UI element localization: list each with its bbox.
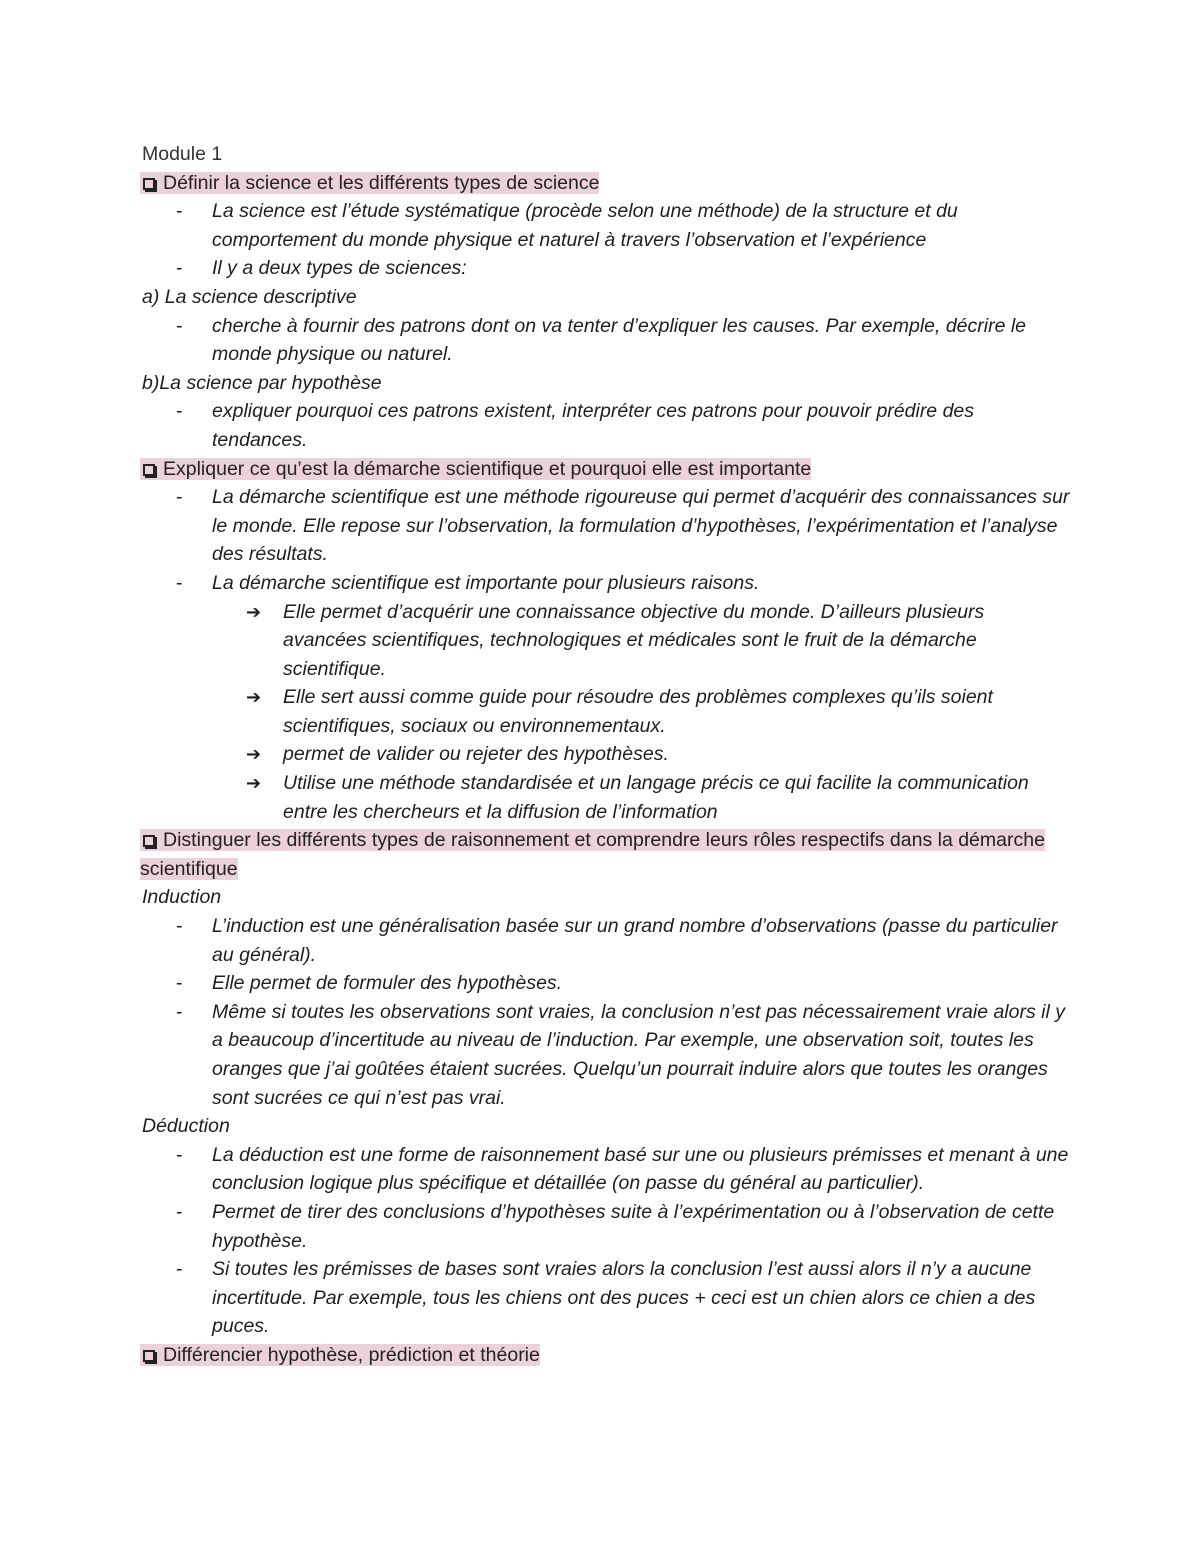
list-item-text: Si toutes les prémisses de bases sont vraies alors la conclusion l’est aussi alors il n’y a aucune incertitude. Par exemple, tous les chiens ont des puces + ceci est un chien alors ce chien a des puces. xyxy=(212,1258,1036,1338)
arrow-item xyxy=(142,598,1070,684)
dash-bullet: - xyxy=(176,1258,183,1281)
list-item xyxy=(142,912,1070,969)
dash-bullet: - xyxy=(176,257,183,280)
arrow-item-text: Elle permet d’acquérir une connaissance objective du monde. D’ailleurs plusieurs avancées scientifiques, technologiques et médicales sont le fruit de la démarche scientifique. xyxy=(283,600,985,680)
dash-bullet: - xyxy=(176,400,183,423)
checkbox-icon xyxy=(143,178,155,190)
list-item-text: La déduction est une forme de raisonnement basé sur une ou plusieurs prémisses et menant à une conclusion logique plus spécifique et détaillée (on passe du général au particulier). xyxy=(212,1143,1069,1195)
dash-bullet: - xyxy=(176,571,183,594)
section-heading xyxy=(140,1341,1070,1370)
dash-bullet: - xyxy=(176,1200,183,1223)
dash-bullet: - xyxy=(176,915,183,938)
list-item-text: La science est l’étude systématique (procède selon une méthode) de la structure et du comportement du monde physique et naturel à travers l’observation et l’expérience xyxy=(212,200,958,251)
sub-label: Déduction xyxy=(142,1115,230,1138)
sub-label: a) La science descriptive xyxy=(142,285,357,308)
section-heading-text: Définir la science et les différents types de science xyxy=(163,171,600,194)
dash-bullet: - xyxy=(176,200,183,223)
list-item xyxy=(142,483,1070,569)
list-item-text: cherche à fournir des patrons dont on va tenter d’expliquer les causes. Par exemple, décrire le monde physique ou naturel. xyxy=(212,314,1027,366)
arrow-item-text: permet de valider ou rejeter des hypothèses. xyxy=(283,743,669,766)
list-item-text: Il y a deux types de sciences: xyxy=(212,257,467,280)
section-heading xyxy=(140,826,1070,883)
list-item-text: La démarche scientifique est une méthode rigoureuse qui permet d’acquérir des connaissances sur le monde. Elle repose sur l’observation, la formulation d’hypothèses, l’expérimentation et l’analyse des résultats. xyxy=(212,486,1070,566)
list-item-text: Permet de tirer des conclusions d’hypothèses suite à l’expérimentation ou à l’observation de cette hypothèse. xyxy=(212,1200,1055,1252)
list-item xyxy=(142,998,1070,1112)
checkbox-icon xyxy=(143,835,155,847)
document-title: Module 1 xyxy=(142,143,223,165)
sub-label: Induction xyxy=(142,886,222,909)
arrow-icon: ➔ xyxy=(246,687,262,708)
dash-bullet: - xyxy=(176,1000,183,1023)
section-heading xyxy=(140,169,1070,198)
arrow-icon: ➔ xyxy=(246,744,262,765)
checkbox-icon xyxy=(143,464,155,476)
arrow-item xyxy=(142,769,1070,826)
list-item xyxy=(142,1141,1070,1198)
dash-bullet: - xyxy=(176,314,183,337)
list-item xyxy=(142,1255,1070,1341)
arrow-icon: ➔ xyxy=(246,773,262,794)
list-item xyxy=(142,312,1070,369)
list-item-text: Elle permet de formuler des hypothèses. xyxy=(212,972,563,995)
arrow-item-text: Elle sert aussi comme guide pour résoudre des problèmes complexes qu’ils soient scientifiques, sociaux ou environnementaux. xyxy=(283,686,993,737)
list-item xyxy=(142,969,1070,998)
arrow-item xyxy=(142,740,1070,769)
dash-bullet: - xyxy=(176,972,183,995)
list-item-text: expliquer pourquoi ces patrons existent, interpréter ces patrons pour pouvoir prédire des tendances. xyxy=(212,400,975,451)
list-item-text: Même si toutes les observations sont vraies, la conclusion n’est pas nécessairement vraie alors il y a beaucoup d’incertitude au niveau de l’induction. Par exemple, une observation soit, toutes les oranges que j’ai goûtées étaient sucrées. Quelqu’un pourrait induire alors que toutes les oranges sont sucrées ce qui n’est pas vrai. xyxy=(212,1000,1065,1109)
list-item-text: La démarche scientifique est importante pour plusieurs raisons. xyxy=(212,571,760,594)
checkbox-icon xyxy=(143,1350,155,1362)
section-heading-text: Expliquer ce qu’est la démarche scientifique et pourquoi elle est importante xyxy=(163,457,812,480)
list-item xyxy=(142,569,1070,598)
arrow-item-text: Utilise une méthode standardisée et un langage précis ce qui facilite la communication entre les chercheurs et la diffusion de l’information xyxy=(283,772,1029,823)
dash-bullet: - xyxy=(176,1143,183,1166)
list-item-text: L’induction est une généralisation basée sur un grand nombre d’observations (passe du particulier au général). xyxy=(212,915,1058,966)
list-item xyxy=(142,397,1070,454)
list-item xyxy=(142,1198,1070,1255)
list-item xyxy=(142,254,1070,283)
arrow-icon: ➔ xyxy=(246,601,262,622)
arrow-item xyxy=(142,683,1070,740)
dash-bullet: - xyxy=(176,486,183,509)
section-heading xyxy=(140,455,1070,484)
section-heading-text: Différencier hypothèse, prédiction et théorie xyxy=(163,1343,540,1366)
list-item xyxy=(142,197,1070,254)
section-heading-text: Distinguer les différents types de raisonnement et comprendre leurs rôles respectifs dans la démarche scientifique xyxy=(140,829,1045,880)
sub-label: b)La science par hypothèse xyxy=(142,371,382,394)
